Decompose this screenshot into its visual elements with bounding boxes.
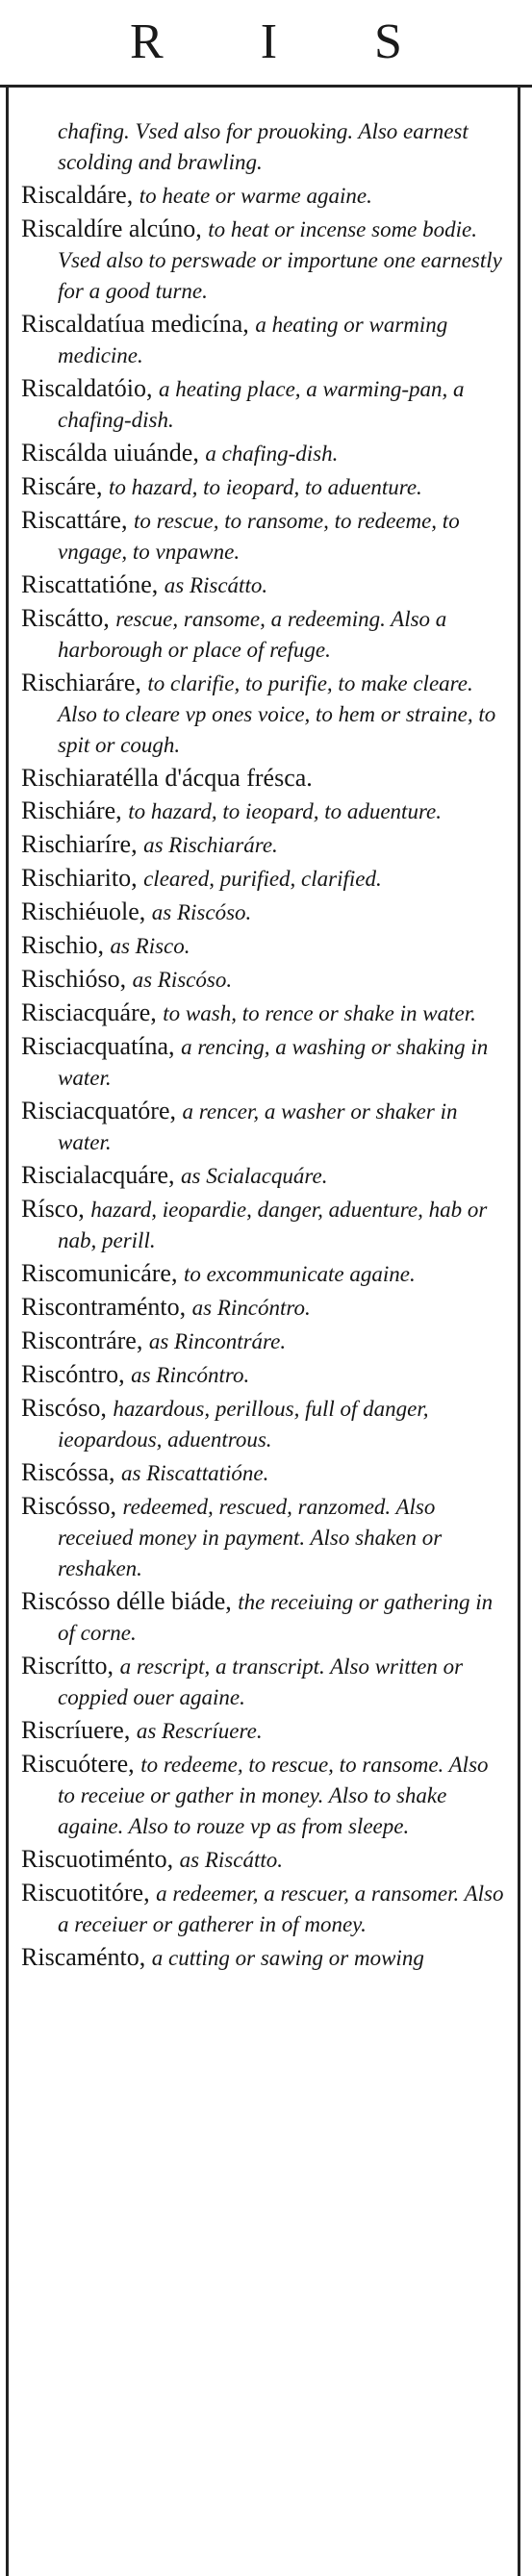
dictionary-entry [21, 1096, 508, 1157]
headword: Riscuotitóre, [21, 1879, 150, 1907]
headword: Riscontraménto, [21, 1293, 187, 1321]
entry-column [21, 115, 508, 1976]
headword: Risciacquatína, [21, 1032, 175, 1060]
definition: a rescript, a transcript. Also written or coppied ouer againe. [58, 1654, 464, 1709]
dictionary-entry [21, 863, 508, 894]
dictionary-entry [21, 763, 508, 793]
dictionary-entry [21, 603, 508, 665]
definition: a rencing, a washing or shaking in water. [58, 1035, 489, 1090]
dictionary-entry [21, 309, 508, 370]
headword: Risciacquáre, [21, 998, 157, 1026]
dictionary-entry [21, 373, 508, 435]
definition: as Riscátto. [179, 1848, 284, 1872]
dictionary-entry [21, 1359, 508, 1390]
headword: Riscaménto, [21, 1943, 146, 1971]
dictionary-entry [21, 1292, 508, 1323]
dictionary-entry [21, 1491, 508, 1583]
definition: rescue, ransome, a redeeming. Also a harborough or place of refuge. [58, 607, 447, 662]
page-header [0, 0, 532, 88]
definition: a heating place, a warming-pan, a chafing-dish. [58, 377, 465, 432]
dictionary-entry [21, 796, 508, 826]
headword: Rischiarito, [21, 864, 138, 892]
headword: Riscaldáre, [21, 181, 134, 209]
headword: Riscátto, [21, 604, 110, 632]
definition: as Riscátto. [164, 573, 268, 597]
dictionary-entry [21, 829, 508, 860]
definition: a redeemer, a rescuer, a ransomer. Also a receiuer or gatherer in of money. [58, 1881, 504, 1936]
definition: to hazard, to ieopard, to aduenture. [108, 475, 422, 499]
headword: Riscattatióne, [21, 570, 159, 598]
definition: as Riscóso. [151, 900, 252, 924]
definition: as Rescríuere. [136, 1719, 263, 1743]
headword: Riscósso délle biáde, [21, 1587, 232, 1615]
headword: Rísco, [21, 1195, 85, 1223]
headword: Riscialacquáre, [21, 1161, 175, 1189]
definition: to clarifie, to purifie, to make cleare. Also to cleare vp ones voice, to hem or straine, to spit or cough. [58, 671, 496, 757]
dictionary-entry [21, 964, 508, 995]
dictionary-entry [21, 897, 508, 927]
headword: Riscálda uiuánde, [21, 439, 199, 467]
headword: Riscuotiménto, [21, 1845, 174, 1873]
headword: Riscríuere, [21, 1716, 131, 1744]
dictionary-entry [21, 930, 508, 961]
definition: as Rincóntro. [131, 1363, 250, 1387]
definition: the receiuing or gathering in of corne. [58, 1590, 494, 1645]
dictionary-entry [21, 505, 508, 567]
dictionary-entry [21, 214, 508, 306]
dictionary-entry [21, 1878, 508, 1939]
headword: Rischiaríre, [21, 830, 138, 858]
definition: to hazard, to ieopard, to aduenture. [128, 799, 443, 823]
definition: a rencer, a washer or shaker in water. [58, 1099, 458, 1154]
headword: Rischiéuole, [21, 897, 146, 925]
headword: Rischióso, [21, 965, 127, 993]
dictionary-entry [21, 569, 508, 600]
dictionary-entry [21, 1457, 508, 1488]
headword: Risciacquatóre, [21, 1097, 176, 1124]
definition: as Risco. [110, 934, 190, 958]
headword: Riscuótere, [21, 1750, 135, 1778]
definition: as Rincóntro. [191, 1296, 311, 1320]
headword: Riscósso, [21, 1492, 116, 1520]
definition: as Riscattatióne. [121, 1461, 269, 1485]
dictionary-entry [21, 1715, 508, 1746]
definition: a cutting or sawing or mowing [151, 1946, 424, 1970]
definition: chafing. Vsed also for prouoking. Also earnest scolding and brawling. [58, 119, 469, 174]
dictionary-entry [21, 998, 508, 1028]
dictionary-entry [21, 1194, 508, 1255]
definition: to heat or incense some bodie. Vsed also to perswade or importune one earnestly for a good turne. [58, 217, 502, 303]
definition: hazardous, perillous, full of danger, ieopardous, aduentrous. [58, 1397, 429, 1452]
definition: a chafing-dish. [205, 442, 339, 466]
dictionary-entry [21, 1160, 508, 1191]
headword: Riscóntro, [21, 1360, 125, 1388]
definition: to wash, to rence or shake in water. [163, 1001, 476, 1025]
headword: Rischiaráre, [21, 669, 141, 696]
definition: as Scialacquáre. [181, 1164, 328, 1188]
left-column-rule [6, 85, 9, 2576]
running-head: R I S [130, 14, 444, 69]
headword: Riscattáre, [21, 506, 128, 534]
dictionary-entry [21, 1942, 508, 1973]
dictionary-entry [21, 1258, 508, 1289]
dictionary-entry [21, 471, 508, 502]
definition: to redeeme, to rescue, to ransome. Also to receiue or gather in money. Also to shake againe. Also to rouze vp as from sleepe. [58, 1753, 489, 1838]
definition: as Riscóso. [132, 968, 233, 992]
right-column-rule [518, 85, 520, 2576]
definition: to excommunicate againe. [183, 1262, 416, 1286]
dictionary-entry [21, 438, 508, 468]
dictionary-entry [21, 1844, 508, 1875]
dictionary-entry [21, 1326, 508, 1356]
dictionary-entry [21, 1393, 508, 1454]
headword: Riscaldatíua medicína, [21, 310, 249, 338]
definition: a heating or warming medicine. [58, 313, 448, 367]
headword: Riscóso, [21, 1394, 107, 1422]
dictionary-entry [21, 115, 508, 177]
headword: Riscrítto, [21, 1652, 114, 1679]
headword: Riscóssa, [21, 1458, 115, 1486]
headword: Rischio, [21, 931, 104, 959]
headword: Riscaldatóio, [21, 374, 153, 402]
dictionary-entry [21, 668, 508, 760]
definition: hazard, ieopardie, danger, aduenture, hab or nab, perill. [58, 1198, 488, 1252]
headword: Riscáre, [21, 472, 103, 500]
dictionary-entry [21, 1749, 508, 1841]
dictionary-entry [21, 1031, 508, 1093]
dictionary-entry [21, 1586, 508, 1648]
definition: to heate or warme againe. [139, 184, 372, 208]
headword: Rischiáre, [21, 796, 122, 824]
definition: as Rincontráre. [148, 1329, 287, 1353]
headword: Riscaldíre alcúno, [21, 215, 202, 242]
definition: redeemed, rescued, ranzomed. Also receiued money in payment. Also shaken or reshaken. [58, 1495, 443, 1580]
dictionary-entry [21, 1651, 508, 1712]
definition: to rescue, to ransome, to redeeme, to vngage, to vnpawne. [58, 509, 460, 564]
definition: cleared, purified, clarified. [143, 867, 382, 891]
headword: Riscontráre, [21, 1326, 143, 1354]
definition: as Rischiaráre. [143, 833, 278, 857]
headword: Rischiaratélla d'ácqua frésca. [21, 764, 313, 792]
headword: Riscomunicáre, [21, 1259, 178, 1287]
dictionary-entry [21, 180, 508, 211]
